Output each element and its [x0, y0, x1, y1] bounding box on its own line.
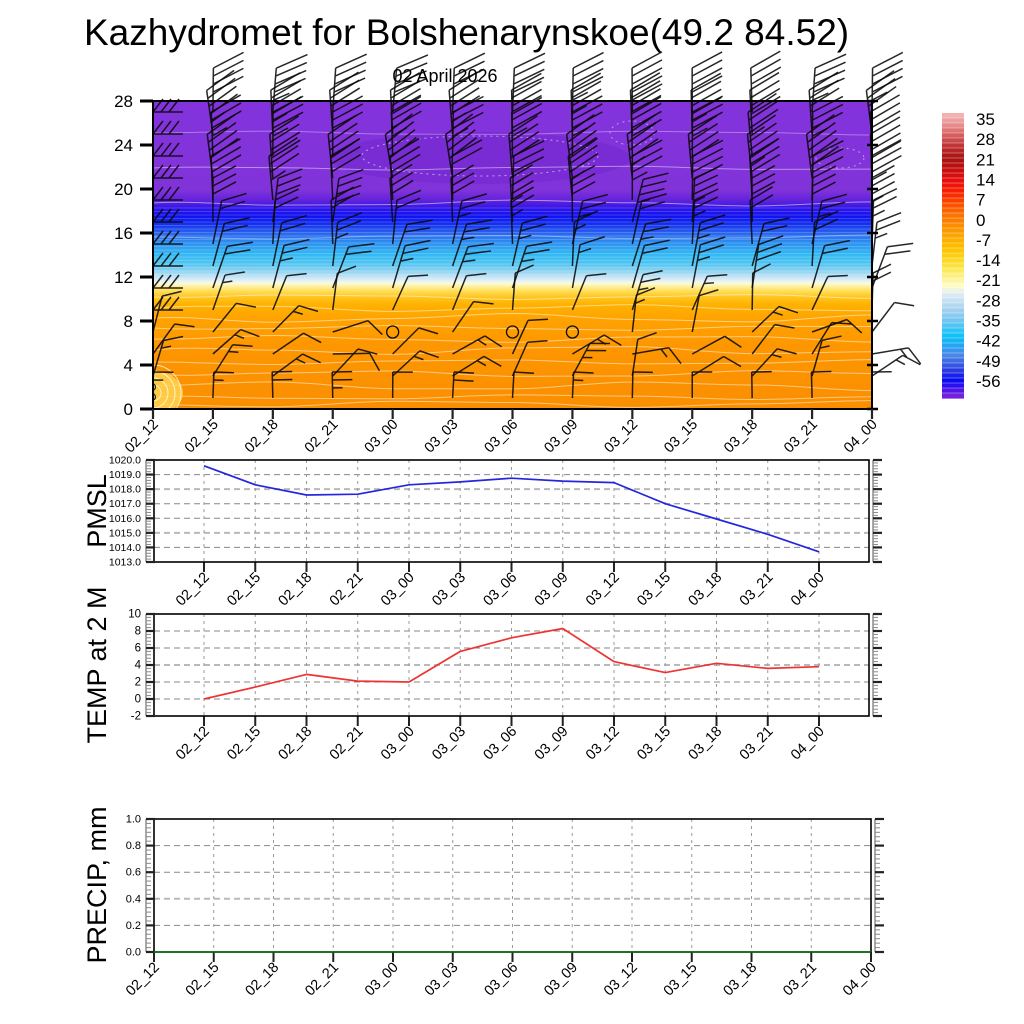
- colorbar-tick-label: -14: [976, 251, 1001, 271]
- xtick-label: 03_03: [421, 416, 462, 457]
- wind-barb: [872, 303, 914, 332]
- ytick-label: 0.6: [125, 866, 141, 879]
- ytick-label: 1017.0: [108, 498, 141, 511]
- ytick-label: 1014.0: [108, 541, 141, 554]
- xtick-label: 02_12: [122, 959, 163, 1000]
- xtick-label: 03_21: [736, 723, 777, 764]
- colorbar-tick-label: 35: [976, 110, 995, 129]
- colorbar-tick-label: 21: [976, 150, 995, 170]
- xtick-label: 03_12: [582, 569, 623, 610]
- xtick-label: 03_06: [481, 959, 522, 1000]
- ytick-label: 2: [134, 676, 141, 689]
- xtick-label: 03_09: [541, 416, 582, 457]
- colorbar-tick-label: 7: [976, 190, 986, 210]
- xtick-label: 03_03: [429, 569, 470, 610]
- xtick-label: 03_15: [634, 723, 675, 764]
- xtick-label: 02_21: [326, 723, 367, 764]
- cross-section-ytick-labels: [114, 92, 133, 419]
- wind-barb: [872, 372, 892, 398]
- xtick-label: 02_12: [172, 723, 213, 764]
- ytick-label: 0.4: [125, 893, 141, 906]
- ytick-label: 6: [134, 642, 141, 655]
- xtick-label: 03_09: [541, 959, 582, 1000]
- ytick-label: 4: [123, 356, 133, 375]
- xtick-label: 03_18: [685, 569, 726, 610]
- ytick-label: 16: [114, 224, 133, 243]
- colorbar-tick-label: -49: [976, 351, 1001, 371]
- xtick-label: 03_12: [582, 723, 623, 764]
- xtick-label: 02_12: [121, 416, 162, 457]
- xtick-label: 02_18: [241, 416, 282, 457]
- xtick-label: 03_09: [531, 723, 572, 764]
- xtick-label: 02_15: [181, 416, 222, 457]
- xtick-label: 03_06: [480, 569, 521, 610]
- ytick-label: 8: [134, 625, 141, 638]
- xtick-label: 03_00: [361, 416, 402, 457]
- temp-axis-title: TEMP at 2 M: [82, 586, 112, 744]
- xtick-label: 03_06: [480, 723, 521, 764]
- chart-title: Kazhydromet for Bolshenarynskoe(49.2 84.52): [84, 12, 850, 53]
- pmsl-panel: [109, 455, 882, 610]
- xtick-label: 02_18: [275, 569, 316, 610]
- cold-core-patch: [330, 132, 630, 184]
- ytick-label: 0: [134, 693, 141, 706]
- xtick-label: 03_09: [531, 569, 572, 610]
- ytick-label: 0.0: [125, 946, 141, 959]
- colorbar-tick-label: -42: [976, 331, 1001, 351]
- colorbar-tick-label: -21: [976, 271, 1001, 291]
- xtick-label: 04_00: [840, 416, 881, 457]
- xtick-label: 03_12: [600, 959, 641, 1000]
- xtick-label: 03_06: [481, 416, 522, 457]
- colorbar-tick-label: 28: [976, 130, 995, 150]
- ytick-label: 1019.0: [108, 469, 141, 482]
- wind-barb: [872, 355, 920, 376]
- ytick-label: 24: [114, 136, 133, 155]
- xtick-label: 03_00: [361, 959, 402, 1000]
- ytick-label: 1018.0: [108, 483, 141, 496]
- colorbar-tick-label: -35: [976, 311, 1001, 331]
- ytick-label: 1013.0: [108, 556, 141, 569]
- pmsl-axis-title: PMSL: [82, 474, 112, 548]
- precip-axis-title: PRECIP, mm: [82, 806, 112, 964]
- xtick-label: 02_15: [224, 569, 265, 610]
- xtick-label: 03_15: [634, 569, 675, 610]
- xtick-label: 02_21: [301, 416, 342, 457]
- ytick-label: 1016.0: [108, 512, 141, 525]
- wind-barb: [872, 213, 901, 266]
- cross-section-fill: [123, 101, 872, 421]
- ytick-label: 28: [114, 92, 133, 111]
- xtick-label: 02_12: [172, 569, 213, 610]
- wind-barb: [872, 264, 891, 310]
- chart-subtitle: 02 April 2026: [392, 66, 498, 86]
- xtick-label: 02_21: [302, 959, 343, 1000]
- xtick-label: 03_12: [601, 416, 642, 457]
- colorbar-tick-label: -56: [976, 371, 1001, 391]
- cross-section-xtick-labels: [122, 417, 881, 457]
- ytick-label: 20: [114, 180, 133, 199]
- ytick-label: 0: [123, 400, 133, 419]
- colorbar-tick-label: 14: [976, 170, 995, 190]
- colorbar-tick-label: -28: [976, 291, 1001, 311]
- xtick-label: 03_21: [736, 569, 777, 610]
- wind-barb: [872, 243, 913, 288]
- xtick-label: 02_21: [326, 569, 367, 610]
- xtick-label: 02_18: [275, 723, 316, 764]
- xtick-label: 03_21: [780, 959, 821, 1000]
- xtick-label: 03_15: [660, 959, 701, 1000]
- ytick-label: 0.2: [125, 919, 141, 932]
- xtick-label: 02_15: [224, 723, 265, 764]
- ytick-label: 1015.0: [108, 527, 141, 540]
- temperature-colorbar: [942, 110, 1001, 399]
- xtick-label: 04_00: [839, 959, 880, 1000]
- xtick-label: 03_18: [685, 723, 726, 764]
- temp-panel: [128, 609, 882, 764]
- ytick-label: 12: [114, 268, 133, 287]
- xtick-label: 02_15: [182, 959, 223, 1000]
- xtick-label: 04_00: [787, 723, 828, 764]
- ytick-label: -2: [130, 710, 141, 723]
- ytick-label: 4: [134, 659, 141, 672]
- ytick-label: 1020.0: [108, 454, 141, 467]
- colorbar-tick-label: -7: [976, 230, 992, 250]
- xtick-label: 03_03: [421, 959, 462, 1000]
- xtick-label: 03_15: [661, 416, 702, 457]
- precip-panel: [123, 814, 884, 1000]
- xtick-label: 04_00: [787, 569, 828, 610]
- colorbar-tick-label: 0: [976, 210, 986, 230]
- ytick-label: 0.8: [125, 840, 141, 853]
- xtick-label: 03_00: [377, 723, 418, 764]
- xtick-label: 03_00: [377, 569, 418, 610]
- xtick-label: 03_03: [429, 723, 470, 764]
- xtick-label: 03_21: [781, 416, 821, 457]
- ytick-label: 10: [128, 608, 141, 621]
- ytick-label: 1.0: [125, 813, 141, 826]
- ytick-label: 8: [123, 312, 133, 331]
- colorbar-band: [942, 393, 964, 399]
- xtick-label: 03_18: [721, 416, 761, 457]
- xtick-label: 02_18: [242, 959, 283, 1000]
- xtick-label: 03_18: [720, 959, 761, 1000]
